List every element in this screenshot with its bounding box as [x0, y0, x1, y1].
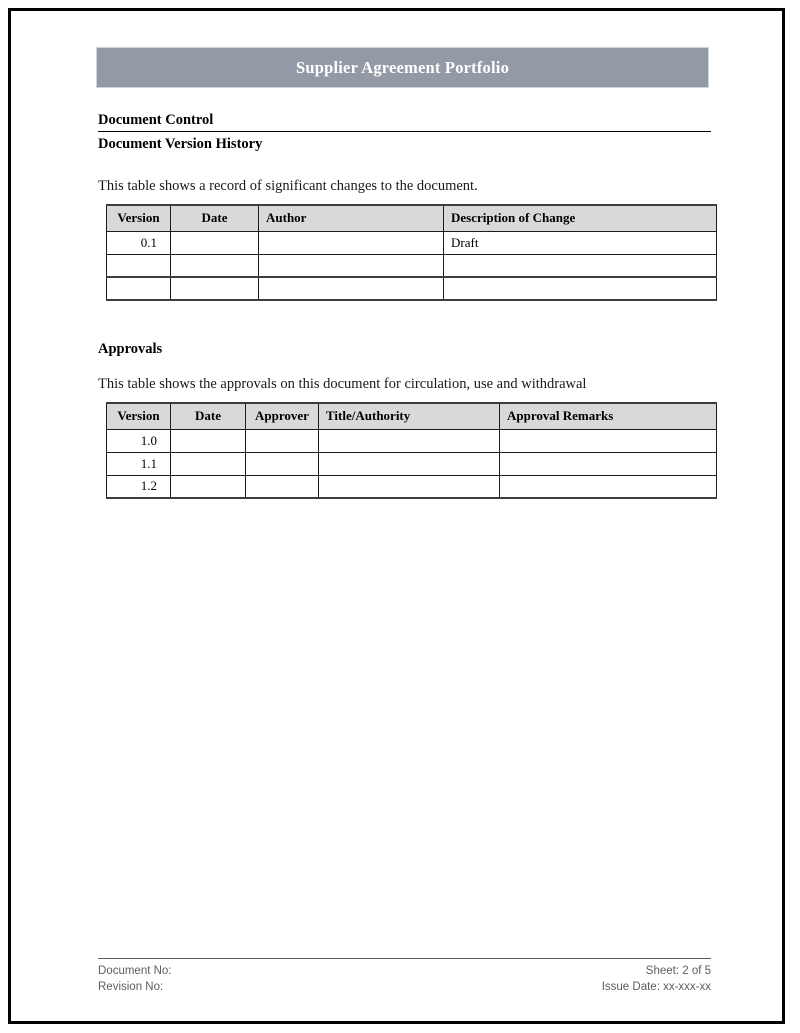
approvals-intro-text: This table shows the approvals on this document for circulation, use and withdrawal — [98, 376, 587, 392]
page-content — [11, 11, 782, 1021]
cell-date — [171, 429, 246, 452]
cell-approval-remarks — [500, 429, 717, 452]
section-heading-approvals: Approvals — [98, 341, 163, 357]
table-row — [107, 277, 717, 300]
column-header-approver: Approver — [246, 403, 319, 429]
page-title: Supplier Agreement Portfolio — [295, 57, 510, 77]
footer-revision-no-label: Revision No: — [98, 981, 164, 993]
cell-date — [171, 254, 259, 277]
cell-approver — [246, 429, 319, 452]
section-heading-text: Document Control — [98, 112, 214, 128]
table-row — [107, 231, 717, 254]
table-row — [107, 452, 717, 475]
cell-description — [444, 277, 717, 300]
section-heading-document-control — [98, 111, 711, 132]
cell-approver — [246, 452, 319, 475]
page-border — [8, 8, 785, 1024]
cell-author — [259, 254, 444, 277]
cell-approver — [246, 475, 319, 498]
footer-issue-date-label: Issue Date: xx-xxx-xx — [601, 981, 711, 993]
cell-version — [107, 254, 171, 277]
cell-description — [444, 254, 717, 277]
cell-author — [259, 231, 444, 254]
cell-title-authority — [319, 475, 500, 498]
cell-title-authority — [319, 452, 500, 475]
footer-row-top — [98, 963, 711, 979]
version-history-table — [106, 204, 717, 301]
footer-row-bottom — [98, 979, 711, 995]
column-header-date: Date — [171, 403, 246, 429]
cell-description: Draft — [444, 231, 717, 254]
footer-document-no-label: Document No: — [98, 965, 172, 977]
table-header-row — [107, 403, 717, 429]
cell-version — [107, 277, 171, 300]
cell-date — [171, 475, 246, 498]
section-heading-rule — [98, 131, 711, 132]
table-row — [107, 475, 717, 498]
table-row — [107, 429, 717, 452]
column-header-version: Version — [107, 205, 171, 231]
cell-version: 1.0 — [107, 429, 171, 452]
column-header-title-authority: Title/Authority — [319, 403, 500, 429]
page-footer — [98, 958, 711, 995]
cell-approval-remarks — [500, 452, 717, 475]
approvals-table — [106, 402, 717, 499]
cell-version: 1.2 — [107, 475, 171, 498]
subsection-heading-text: Document Version History — [98, 136, 263, 152]
cell-date — [171, 277, 259, 300]
column-header-version: Version — [107, 403, 171, 429]
cell-version: 1.1 — [107, 452, 171, 475]
cell-date — [171, 231, 259, 254]
column-header-description-of-change: Description of Change — [444, 205, 717, 231]
document-title-banner — [96, 47, 709, 88]
table-row — [107, 254, 717, 277]
cell-date — [171, 452, 246, 475]
version-history-intro-text: This table shows a record of significant changes to the document. — [98, 178, 478, 194]
column-header-author: Author — [259, 205, 444, 231]
subsection-heading-version-history — [98, 135, 711, 154]
table-header-row — [107, 205, 717, 231]
column-header-approval-remarks: Approval Remarks — [500, 403, 717, 429]
cell-author — [259, 277, 444, 300]
cell-title-authority — [319, 429, 500, 452]
cell-approval-remarks — [500, 475, 717, 498]
cell-version: 0.1 — [107, 231, 171, 254]
footer-sheet-label: Sheet: 2 of 5 — [645, 965, 711, 977]
column-header-date: Date — [171, 205, 259, 231]
